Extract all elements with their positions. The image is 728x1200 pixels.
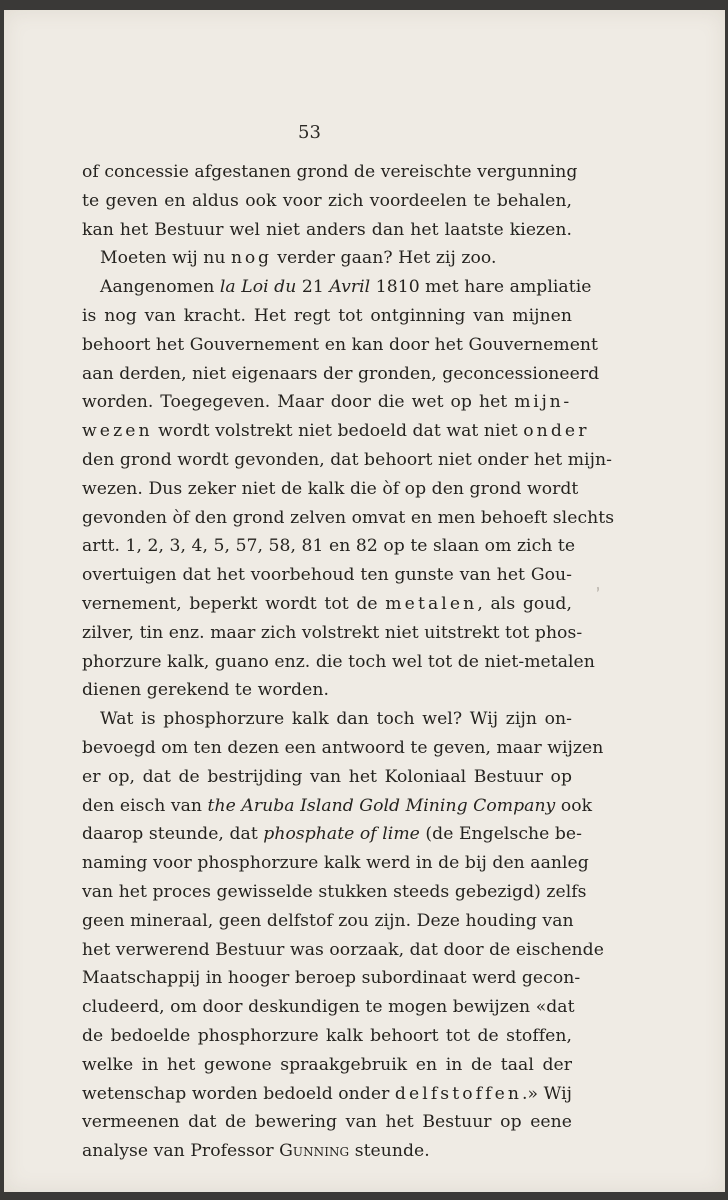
- text-line: zilver, tin enz. maar zich volstrekt niet uitstrekt tot phos-: [82, 622, 583, 643]
- text-line: kan het Bestuur wel niet anders dan het laatste kiezen.: [82, 219, 572, 240]
- text-line: te geven en aldus ook voor zich voordeelen te behalen,: [82, 190, 572, 211]
- text-line: overtuigen dat het voorbehoud ten gunste van het Gou-: [82, 565, 572, 586]
- text-line: er op, dat de bestrijding van het Koloniaal Bestuur op: [82, 766, 572, 787]
- text-line: Aangenomen la Loi du 21 Avril 1810 met hare ampliatie: [100, 277, 592, 298]
- text-line: behoort het Gouvernement en kan door het Gouvernement: [82, 334, 598, 355]
- text-line: van het proces gewisselde stukken steeds gebezigd) zelfs: [82, 881, 587, 902]
- text-line: Moeten wij nu nog verder gaan? Het zij zoo.: [100, 248, 497, 269]
- body-text: [82, 158, 615, 1166]
- text-line: worden. Toegegeven. Maar door die wet op het mijn-: [82, 392, 572, 413]
- text-line: geen mineraal, geen delfstof zou zijn. Deze houding van: [82, 910, 574, 931]
- text-line: gevonden òf den grond zelven omvat en men behoeft slechts: [82, 507, 615, 528]
- text-line: wezen wordt volstrekt niet bedoeld dat wat niet onder: [82, 421, 590, 442]
- text-line: of concessie afgestanen grond de vereischte vergunning: [82, 162, 578, 182]
- text-line: cludeerd, om door deskundigen te mogen bewijzen «dat: [82, 997, 575, 1018]
- text-line: is nog van kracht. Het regt tot ontginning van mijnen: [82, 305, 572, 326]
- text-line: de bedoelde phosphorzure kalk behoort tot de stoffen,: [82, 1025, 572, 1046]
- text-line: daarop steunde, dat phosphate of lime (de Engelsche be-: [82, 824, 583, 845]
- text-line: vernement, beperkt wordt tot de metalen, als goud,: [82, 593, 572, 614]
- pencil-mark: ’: [593, 583, 607, 606]
- text-line: Maatschappij in hooger beroep subordinaat werd gecon-: [82, 968, 581, 989]
- text-line: wezen. Dus zeker niet de kalk die òf op den grond wordt: [82, 478, 579, 499]
- text-line: dienen gerekend te worden.: [82, 680, 329, 701]
- text-line: het verwerend Bestuur was oorzaak, dat door de eischende: [82, 939, 604, 960]
- text-line: Wat is phosphorzure kalk dan toch wel? Wij zijn on-: [100, 709, 572, 730]
- text-line: bevoegd om ten dezen een antwoord te geven, maar wijzen: [82, 737, 604, 758]
- text-line: analyse van Professor Gunning steunde.: [82, 1141, 430, 1162]
- page-number: 53: [298, 122, 321, 143]
- book-page: [4, 10, 725, 1192]
- text-line: den eisch van the Aruba Island Gold Mining Company ook: [82, 795, 593, 816]
- text-line: wetenschap worden bedoeld onder delfstoffen.» Wij: [82, 1083, 572, 1104]
- text-line: den grond wordt gevonden, dat behoort niet onder het mijn-: [82, 449, 612, 470]
- text-line: welke in het gewone spraakgebruik en in de taal der: [82, 1054, 572, 1075]
- text-line: aan derden, niet eigenaars der gronden, geconcessioneerd: [82, 363, 600, 384]
- text-line: naming voor phosphorzure kalk werd in de bij den aanleg: [82, 853, 589, 874]
- text-line: vermeenen dat de bewering van het Bestuur op eene: [82, 1112, 572, 1133]
- text-line: phorzure kalk, guano enz. die toch wel tot de niet-metalen: [82, 651, 595, 672]
- text-line: artt. 1, 2, 3, 4, 5, 57, 58, 81 en 82 op te slaan om zich te: [82, 536, 576, 557]
